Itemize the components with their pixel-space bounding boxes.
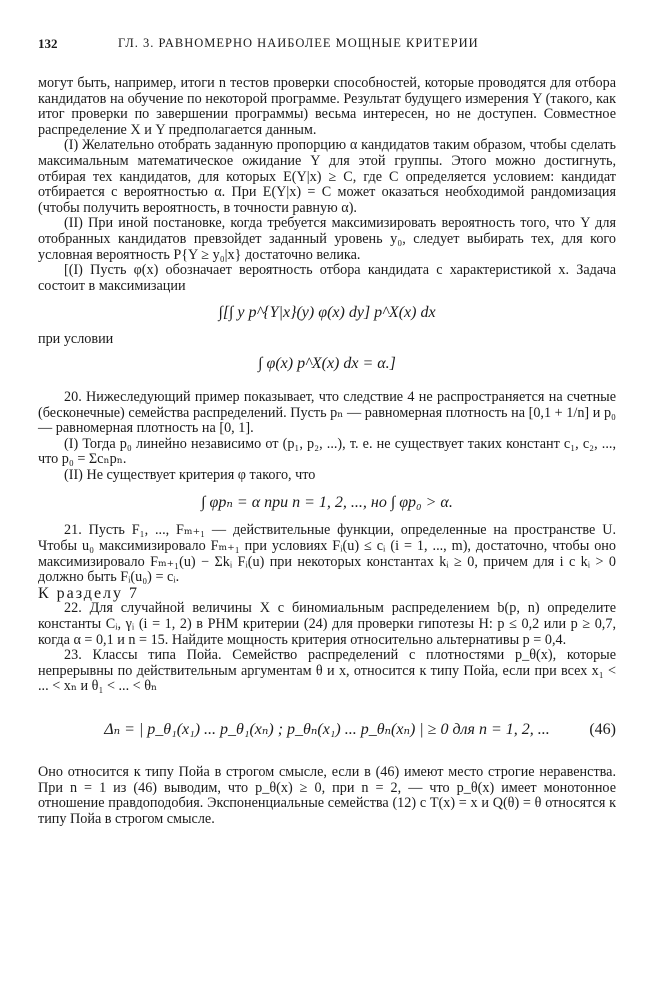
page-body — [38, 76, 616, 827]
paragraph-3: (II) При иной постановке, когда требуется максимизировать вероятность того, что Y для отобранных кандидатов превзойдет заданный уровень y₀, следует выбирать тех, для кого условная вероятность P{Y ≥ y₀|x} достаточно велика. — [38, 215, 616, 263]
paragraph-23-cont: Оно относится к типу Пойа в строгом смысле, если в (46) имеют место строгие неравенства. При n = 1 из (46) выводим, что p_θ(x) ≥ 0, при n = 2, — что p_θ(x) имеет монотонное отношение правдоподобия. Экспоненциальные семейства (12) с T(x) = x и Q(θ) = θ относятся к типу Пойа в строгом смысле. — [38, 764, 616, 827]
paragraph-4: [(I) Пусть φ(x) обозначает вероятность отбора кандидата с характеристикой x. Задача состоит в максимизации — [38, 262, 616, 294]
paragraph-20: 20. Нижеследующий пример показывает, что следствие 4 не распространяется на счетные (бесконечные) семейства распределений. Пусть pₙ — равномерная плотность на [0,1 + 1/n] и p₀ — равномерная плотность на [0, 1]. — [38, 388, 616, 437]
paragraph-22: 22. Для случайной величины X с биномиальным распределением b(p, n) определите константы Cᵢ, γᵢ (i = 1, 2) в РНМ критерии (24) для проверки гипотезы H: p ≤ 0,2 или p ≥ 0,7, когда α = 0,1 и n = 15. Найдите мощность критерия относительно альтернативы p = 0,4. — [38, 600, 616, 648]
formula-polya-body: Δₙ = | p_θ₁(x₁) ... p_θ₁(xₙ) ; p_θₙ(x₁) ... p_θₙ(xₙ) | ≥ 0 для n = 1, 2, ... — [104, 721, 550, 738]
running-head: ГЛ. 3. РАВНОМЕРНО НАИБОЛЕЕ МОЩНЫЕ КРИТЕРИИ — [118, 36, 479, 50]
formula-maximization: ∫[∫ y p^{Y|x}(y) φ(x) dy] p^X(x) dx — [218, 304, 436, 322]
equation-number: (46) — [589, 721, 616, 738]
page-number: 132 — [38, 36, 58, 51]
paragraph-1: могут быть, например, итоги n тестов проверки способностей, которые проводятся для отбора кандидатов на обучение по некоторой программе. Результат будущего измерения Y (такого, как итог проверки по завершении программы) весьма интересен, но не доступен. Совместное распределение X и Y предполагается данным. — [38, 75, 616, 138]
under-condition-label: при условии — [38, 331, 114, 348]
paragraph-20-ii: (II) Не существует критерия φ такого, что — [64, 466, 316, 483]
formula-test-condition: ∫ φpₙ = α при n = 1, 2, ..., но ∫ φp₀ > α. — [201, 494, 453, 512]
section-title: К разделу 7 — [38, 584, 140, 602]
paragraph-20-i: (I) Тогда p₀ линейно независимо от (p₁, p₂, ...), т. е. не существует таких констант c₁, c₂, ..., что p₀ = Σcₙpₙ. — [38, 435, 616, 468]
paragraph-23: 23. Классы типа Пойа. Семейство распределений с плотностями p_θ(x), которые непрерывны по действительным аргументам θ и x, относится к типу Пойа, если при всех x₁ < ... < xₙ и θ₁ < ... < θₙ — [38, 647, 616, 695]
paragraph-2: (I) Желательно отобрать заданную пропорцию α кандидатов таким образом, чтобы сделать максимальным математическое ожидание Y для этой группы. Этого можно достигнуть, отбирая тех кандидатов, для которых E(Y|x) ≥ C, где C определяется условием: кандидат отбирается с вероятностью α. При E(Y|x) = C может оказаться необходимой рандомизация (чтобы получить вероятность, в точности равную α). — [38, 137, 616, 216]
page-header — [38, 36, 620, 56]
formula-polya-determinant — [38, 703, 616, 757]
formula-constraint: ∫ φ(x) p^X(x) dx = α.] — [258, 354, 396, 372]
paragraph-21: 21. Пусть F₁, ..., Fₘ₊₁ — действительные функции, определенные на пространстве U. Чтобы u₀ максимизировало Fₘ₊₁ при условиях Fᵢ(u) ≤ cᵢ (i = 1, ..., m), достаточно, чтобы оно максимизировало Fₘ₊₁(u) − Σkᵢ Fᵢ(u) при некоторых константах kᵢ ≥ 0, причем для i с kᵢ > 0 должно быть Fᵢ(u₀) = cᵢ. — [38, 522, 616, 586]
